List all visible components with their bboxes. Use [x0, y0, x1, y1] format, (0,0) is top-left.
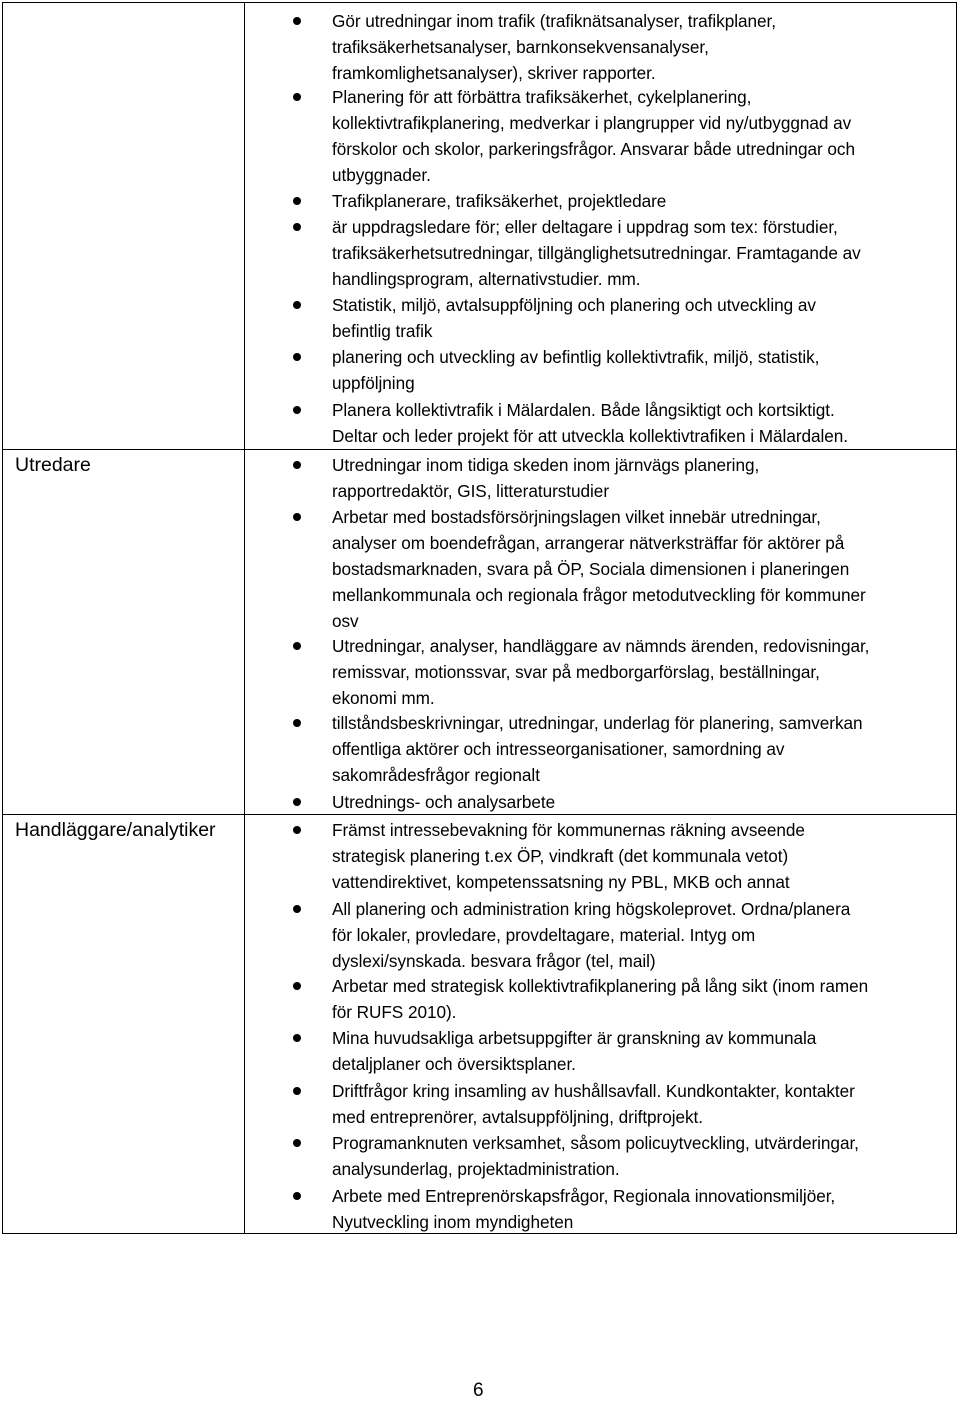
- list-item-text: Utredningar inom tidiga skeden inom järnvägs planering,: [332, 455, 760, 475]
- list-item-text: detaljplaner och översiktsplaner.: [332, 1054, 576, 1074]
- list-item-text: trafiksäkerhetsutredningar, tillgänglighetsutredningar. Framtagande av: [332, 243, 861, 263]
- list-item-text: Nyutveckling inom myndigheten: [332, 1212, 574, 1232]
- list-item: [332, 789, 952, 815]
- list-item: [332, 8, 952, 86]
- bullet-icon: [293, 513, 301, 521]
- bullet-icon: [293, 301, 301, 309]
- list-item-text: Mina huvudsakliga arbetsuppgifter är granskning av kommunala: [332, 1028, 817, 1048]
- bullet-icon: [293, 905, 301, 913]
- bullet-icon: [293, 798, 301, 806]
- row-label-handlaggare-analytiker: Handläggare/analytiker: [15, 819, 216, 841]
- bullet-icon: [293, 719, 301, 727]
- list-item: [332, 1078, 952, 1130]
- bullet-icon: [293, 353, 301, 361]
- bullet-icon: [293, 197, 301, 205]
- list-item: [332, 817, 952, 895]
- list-item-text: osv: [332, 611, 359, 631]
- list-item-text: Främst intressebevakning för kommunernas räkning avseende: [332, 820, 805, 840]
- list-item: [332, 397, 952, 449]
- list-item-text: Planera kollektivtrafik i Mälardalen. Både långsiktigt och kortsiktigt.: [332, 400, 835, 420]
- list-item-text: remissvar, motionssvar, svar på medborgarförslag, beställningar,: [332, 662, 820, 682]
- list-item-text: Arbetar med strategisk kollektivtrafikplanering på lång sikt (inom ramen: [332, 976, 869, 996]
- list-item: [332, 1025, 952, 1077]
- list-item: [332, 633, 952, 711]
- list-item-text: bostadsmarknaden, svara på ÖP, Sociala dimensionen i planeringen: [332, 559, 850, 579]
- bullet-icon: [293, 461, 301, 469]
- list-item: [332, 344, 952, 396]
- list-item-text: trafiksäkerhetsanalyser, barnkonsekvensanalyser,: [332, 37, 709, 57]
- list-item-text: dyslexi/synskada. besvara frågor (tel, mail): [332, 951, 656, 971]
- job-roles-table: [2, 2, 957, 1234]
- list-item-text: handlingsprogram, alternativstudier. mm.: [332, 269, 641, 289]
- bullet-icon: [293, 223, 301, 231]
- bullet-icon: [293, 642, 301, 650]
- list-item-text: med entreprenörer, avtalsuppföljning, driftprojekt.: [332, 1107, 704, 1127]
- list-item: [332, 84, 952, 188]
- list-item-text: befintlig trafik: [332, 321, 433, 341]
- list-item-text: Arbete med Entreprenörskapsfrågor, Regionala innovationsmiljöer,: [332, 1186, 836, 1206]
- list-item-text: Driftfrågor kring insamling av hushållsavfall. Kundkontakter, kontakter: [332, 1081, 855, 1101]
- bullet-icon: [293, 982, 301, 990]
- list-item-text: Planering för att förbättra trafiksäkerhet, cykelplanering,: [332, 87, 752, 107]
- list-item-text: Arbetar med bostadsförsörjningslagen vilket innebär utredningar,: [332, 507, 821, 527]
- list-item: [332, 188, 952, 214]
- bullet-icon: [293, 826, 301, 834]
- column-divider: [244, 3, 245, 1233]
- bullet-icon: [293, 93, 301, 101]
- row-label-utredare: Utredare: [15, 454, 91, 476]
- list-item-text: ekonomi mm.: [332, 688, 435, 708]
- list-item-text: är uppdragsledare för; eller deltagare i uppdrag som tex: förstudier,: [332, 217, 838, 237]
- list-item-text: analysunderlag, projektadministration.: [332, 1159, 620, 1179]
- list-item-text: utbyggnader.: [332, 165, 431, 185]
- list-item-text: rapportredaktör, GIS, litteraturstudier: [332, 481, 609, 501]
- row-divider: [3, 449, 956, 450]
- list-item-text: för RUFS 2010).: [332, 1002, 457, 1022]
- list-item-text: Utrednings- och analysarbete: [332, 792, 556, 812]
- list-item-text: kollektivtrafikplanering, medverkar i plangrupper vid ny/utbyggnad av: [332, 113, 852, 133]
- list-item: [332, 1183, 952, 1235]
- list-item-text: strategisk planering t.ex ÖP, vindkraft (det kommunala vetot): [332, 846, 789, 866]
- list-item-text: förskolor och skolor, parkeringsfrågor. Ansvarar både utredningar och: [332, 139, 855, 159]
- list-item: [332, 214, 952, 292]
- bullet-icon: [293, 1034, 301, 1042]
- list-item-text: vattendirektivet, kompetenssatsning ny PBL, MKB och annat: [332, 872, 790, 892]
- list-item-text: Utredningar, analyser, handläggare av nämnds ärenden, redovisningar,: [332, 636, 870, 656]
- list-item-text: analyser om boendefrågan, arrangerar nätverksträffar för aktörer på: [332, 533, 845, 553]
- list-item: [332, 896, 952, 974]
- list-item-text: All planering och administration kring högskoleprovet. Ordna/planera: [332, 899, 851, 919]
- bullet-icon: [293, 406, 301, 414]
- list-item-text: uppföljning: [332, 373, 415, 393]
- list-item: [332, 973, 952, 1025]
- list-item: [332, 504, 952, 634]
- bullet-icon: [293, 1139, 301, 1147]
- bullet-icon: [293, 17, 301, 25]
- list-item-text: Deltar och leder projekt för att utveckla kollektivtrafiken i Mälardalen.: [332, 426, 849, 446]
- list-item: [332, 1130, 952, 1182]
- list-item: [332, 292, 952, 344]
- list-item-text: Gör utredningar inom trafik (trafiknätsanalyser, trafikplaner,: [332, 11, 776, 31]
- list-item-text: för lokaler, provledare, provdeltagare, material. Intyg om: [332, 925, 756, 945]
- page-number: 6: [473, 1380, 484, 1401]
- bullet-icon: [293, 1087, 301, 1095]
- list-item-text: Trafikplanerare, trafiksäkerhet, projektledare: [332, 191, 667, 211]
- list-item-text: Statistik, miljö, avtalsuppföljning och planering och utveckling av: [332, 295, 816, 315]
- list-item-text: framkomlighetsanalyser), skriver rapporter.: [332, 63, 656, 83]
- list-item-text: mellankommunala och regionala frågor metodutveckling för kommuner: [332, 585, 866, 605]
- list-item-text: planering och utveckling av befintlig kollektivtrafik, miljö, statistik,: [332, 347, 820, 367]
- bullet-icon: [293, 1192, 301, 1200]
- list-item-text: sakområdesfrågor regionalt: [332, 765, 540, 785]
- list-item: [332, 452, 952, 504]
- list-item-text: Programanknuten verksamhet, såsom policuytveckling, utvärderingar,: [332, 1133, 859, 1153]
- list-item-text: tillståndsbeskrivningar, utredningar, underlag för planering, samverkan: [332, 713, 863, 733]
- list-item: [332, 710, 952, 788]
- list-item-text: offentliga aktörer och intresseorganisationer, samordning av: [332, 739, 785, 759]
